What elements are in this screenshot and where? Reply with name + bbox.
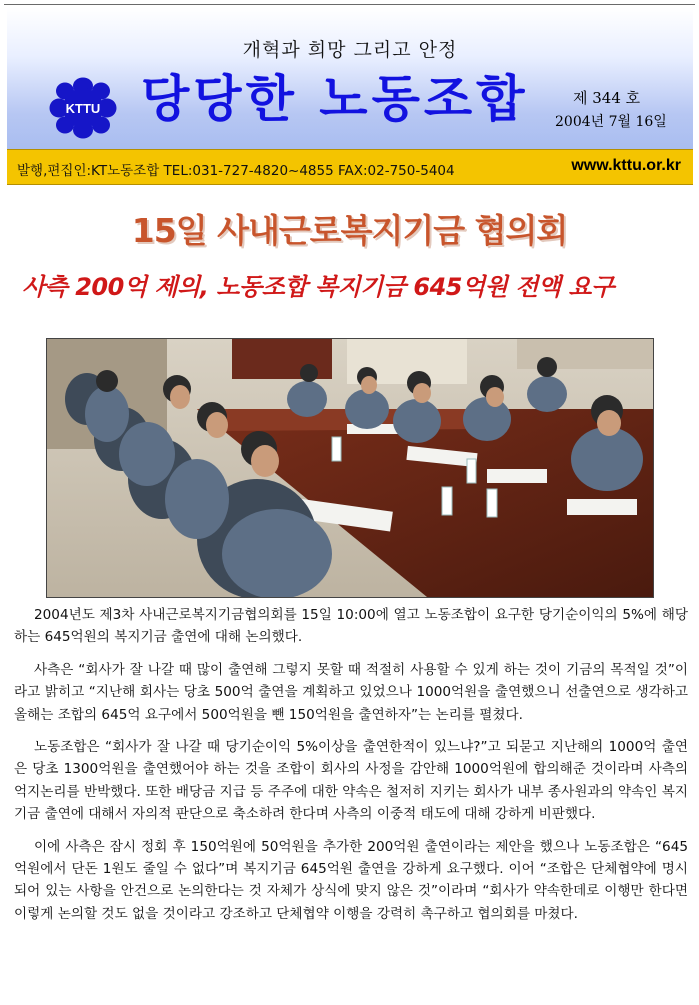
slogan: 개혁과 희망 그리고 안정: [242, 39, 458, 61]
issue-number: 제 344 호: [573, 89, 641, 107]
meeting-photo: [46, 338, 654, 598]
masthead: [7, 7, 693, 149]
newsletter-title: 당당한 노동조합: [141, 70, 529, 128]
kttu-logo-icon: [49, 77, 117, 139]
top-rule: [4, 4, 695, 5]
article-subheadline: 사측 200억 제의, 노동조합 복지기금 645억원 전액 요구: [22, 273, 614, 301]
article-paragraph: 2004년도 제3차 사내근로복지기금협의회를 15일 10:00에 열고 노동조합이 요구한 당기순이익의 5%에 해당하는 645억원의 복지기금 출연에 대해 논의했다.: [14, 607, 688, 646]
article-body: [14, 596, 688, 935]
article-paragraph: 노동조합은 “회사가 잘 나갈 때 당기순이익 5%이상을 출연한적이 있느냐?”고 되묻고 지난해의 1000억 출연은 당초 1300억원을 출연했어야 하는 것을 조합이 회사의 사정을 감안해 1000억원에 합의해준 것이라며 사측의 억지논리를 반박했다. 또한 배당금 지급 등 주주에 대한 약속은 철저히 지키는 회사가 내부 종사원과의 약속인 복지기금 출연에 대해서 자의적 판단으로 축소하려 한다며 사측의 이중적 태도에 대해 강하게 비판했다.: [14, 739, 688, 823]
article-paragraph: 사측은 “회사가 잘 나갈 때 많이 출연해 그렇지 못할 때 적절히 사용할 수 있게 하는 것이 기금의 목적일 것”이라고 밝히고 “지난해 회사는 당초 500억 출연을 계획하고 있었으나 1000억원을 출연했으니 선출연으로 생각하고 올해는 조합의 645억 요구에서 500억원을 뺀 150억원을 출연하자”는 논리를 펼쳤다.: [14, 661, 688, 723]
website-link[interactable]: www.kttu.or.kr: [571, 157, 681, 174]
publisher-info: 발행,편집인:KT노동조합 TEL:031-727-4820~4855 FAX:02-750-5404: [17, 163, 455, 179]
article-headline: 15일 사내근로복지기금 협의회: [131, 211, 568, 250]
meeting-photo-icon: [47, 339, 653, 597]
issue-date: 2004년 7월 16일: [555, 114, 667, 130]
article-paragraph: 이에 사측은 잠시 정회 후 150억원에 50억원을 추가한 200억원 출연이라는 제안을 했으나 노동조합은 “645억원에서 단돈 1원도 줄일 수 없다”며 복지기금 645억원 출연을 강하게 요구했다. 이어 “조합은 단체협약에 명시되어 있는 사항을 안건으로 논의한다는 것 자체가 상식에 맞지 않은 것”이라며 “회사가 약속한데로 이행만 한다면 이렇게 논의할 것도 없을 것이라고 강조하고 단체협약 이행을 강력히 촉구하고 협의회를 마쳤다.: [14, 838, 688, 922]
logo-text: KTTU: [65, 101, 101, 116]
publisher-bar: [7, 149, 693, 185]
